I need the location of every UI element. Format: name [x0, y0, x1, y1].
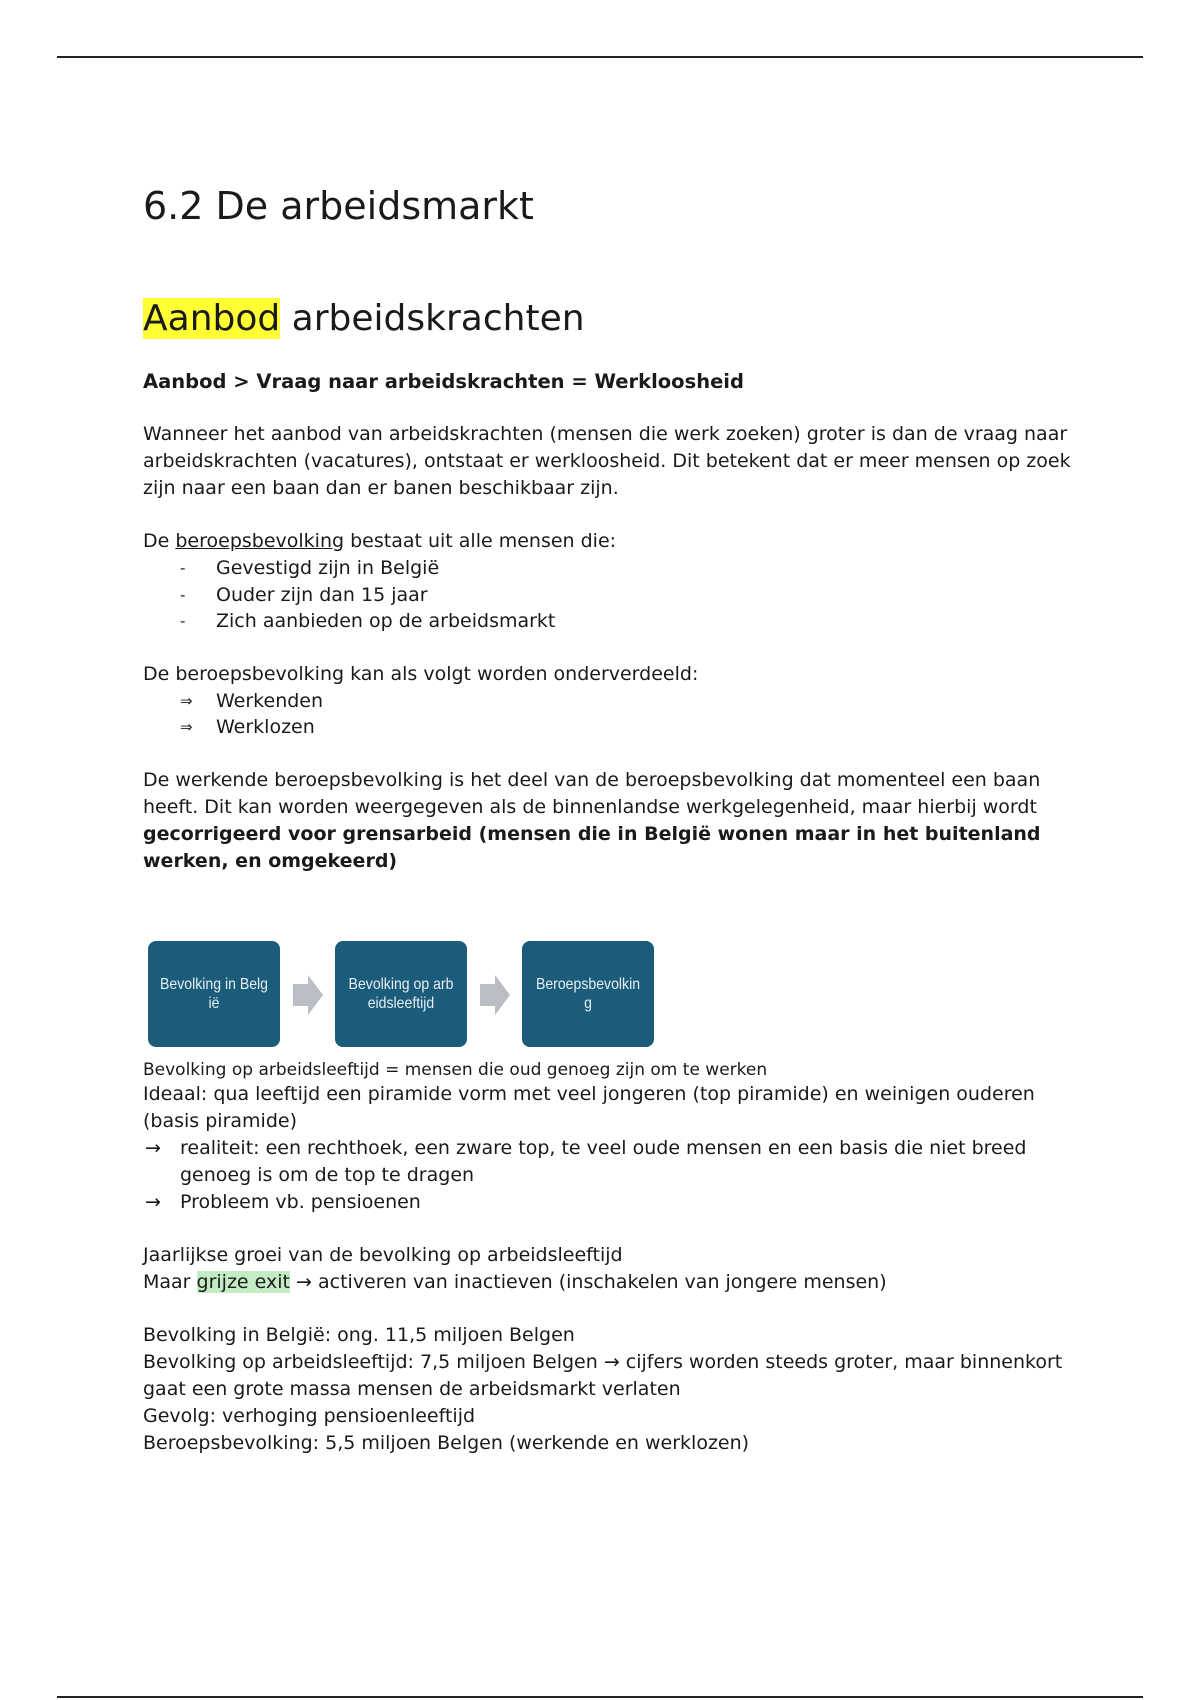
highlighted-term: grijze exit — [196, 1270, 290, 1293]
list-item: - Zich aanbieden op de arbeidsmarkt — [180, 610, 556, 632]
stat-line: Bevolking op arbeidsleeftijd: 7,5 miljoen Belgen → cijfers worden steeds groter, maar binnenkort gaat een grote massa mensen de arbeidsmarkt verlaten — [143, 1350, 1063, 1400]
subdivision-intro: De beroepsbevolking kan als volgt worden onderverdeeld: — [143, 662, 699, 685]
page-title: 6.2 De arbeidsmarkt — [143, 184, 534, 228]
list-item: ⇒ Werklozen — [143, 714, 1073, 741]
definition-list — [143, 555, 1073, 635]
highlighted-term: Aanbod — [143, 298, 281, 339]
intro-paragraph: Wanneer het aanbod van arbeidskrachten (mensen die werk zoeken) groter is dan de vraag naar arbeidskrachten (vacatures), ontstaat er werkloosheid. Dit betekent dat er meer mensen op zoek zijn naar een baan dan er banen beschikbaar zijn. — [143, 423, 1071, 499]
ideal-paragraph: Ideaal: qua leeftijd een piramide vorm met veel jongeren (top piramide) en weinigen ouderen (basis piramide) — [143, 1082, 1035, 1132]
growth-line: Jaarlijkse groei van de bevolking op arbeidsleeftijd — [143, 1243, 623, 1266]
underlined-term: beroepsbevolking — [175, 530, 345, 552]
stat-line: Beroepsbevolking: 5,5 miljoen Belgen (werkende en werklozen) — [143, 1431, 750, 1454]
chevron-right-icon — [480, 975, 510, 1015]
working-paragraph: De werkende beroepsbevolking is het deel van de beroepsbevolking dat momenteel een baan heeft. Dit kan worden weergegeven als de binnenlandse werkgelegenheid, maar hierbij wordt gecorrigeerd voor grensarbeid (mensen die in België wonen maar in het buitenland werken, en omgekeerd) — [143, 768, 1041, 872]
list-item: → Probleem vb. pensioenen — [143, 1189, 1073, 1216]
stat-line: Bevolking in België: ong. 11,5 miljoen Belgen — [143, 1323, 575, 1346]
arrow-right-icon: → — [145, 1190, 161, 1213]
list-item: ⇒ Werkenden — [143, 688, 1073, 715]
arrow-right-icon: → — [145, 1136, 161, 1159]
grey-exit-line: Maar grijze exit → activeren van inactieven (inschakelen van jongere mensen) — [143, 1270, 887, 1293]
flow-box-working-age: Bevolking op arbeidsleeftijd — [335, 941, 467, 1047]
diagram-caption: Bevolking op arbeidsleeftijd = mensen die oud genoeg zijn om te werken — [143, 1059, 768, 1080]
list-item: - Ouder zijn dan 15 jaar — [180, 583, 428, 606]
double-arrow-icon: ⇒ — [180, 691, 193, 710]
arrow-list — [143, 1135, 1073, 1216]
header-rule — [57, 56, 1143, 58]
section-heading: Aanbod arbeidskrachten — [143, 298, 585, 339]
flow-box-labour-force: Beroepsbevolking — [522, 941, 654, 1047]
definition-intro: De beroepsbevolking bestaat uit alle mensen die: — [143, 530, 617, 552]
flow-diagram — [143, 941, 1073, 1059]
list-item: - Gevestigd zijn in België — [180, 557, 440, 579]
stat-line: Gevolg: verhoging pensioenleeftijd — [143, 1404, 476, 1427]
subheading: Aanbod > Vraag naar arbeidskrachten = Werkloosheid — [143, 370, 744, 393]
chevron-right-icon — [293, 975, 323, 1015]
page-content — [143, 170, 1073, 1457]
double-arrow-icon: ⇒ — [180, 718, 193, 736]
subdivision-list — [143, 688, 1073, 741]
flow-box-population: Bevolking in België — [148, 941, 280, 1047]
list-item: → realiteit: een rechthoek, een zware top, te veel oude mensen en een basis die niet breed genoeg is om de top te dragen — [145, 1136, 1027, 1186]
footer-rule — [57, 1696, 1143, 1698]
